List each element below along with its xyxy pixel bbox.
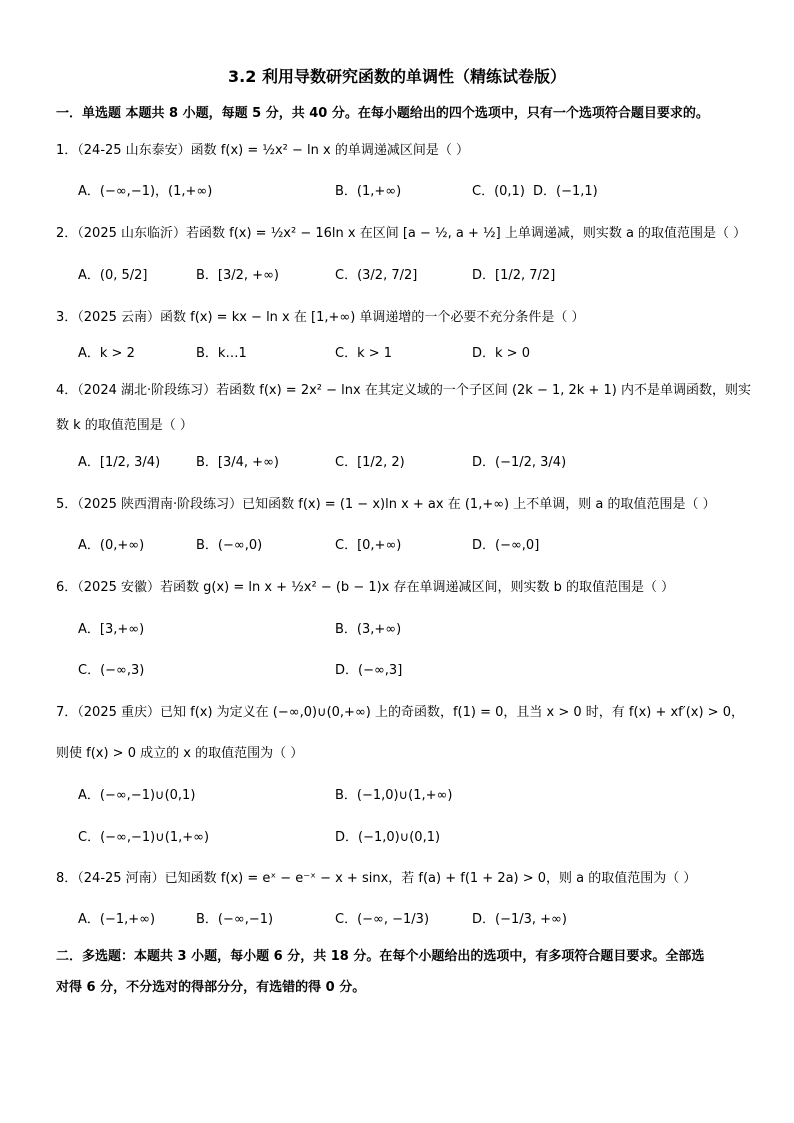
q4-option-c: C．[1/2, 2) <box>335 455 405 470</box>
q7-option-b: B．(−1,0)∪(1,+∞) <box>335 788 453 803</box>
question-4-stem-cont: 数 k 的取值范围是（ ） <box>56 418 193 433</box>
q4-option-b: B．[3/4, +∞) <box>196 455 279 470</box>
question-3-stem: 3．（2025 云南）函数 f(x) = kx − ln x 在 [1,+∞) 单调递增的一个必要不充分条件是（ ） <box>56 310 585 325</box>
q2-option-d: D．[1/2, 7/2] <box>472 268 556 283</box>
q1-option-b: B．(1,+∞) <box>335 184 402 199</box>
q3-option-d: D．k > 0 <box>472 346 530 361</box>
q8-option-b: B．(−∞,−1) <box>196 912 274 927</box>
section-2-heading-cont: 对得 6 分，不分选对的得部分分，有选错的得 0 分。 <box>56 980 366 995</box>
q8-option-a: A．(−1,+∞) <box>78 912 156 927</box>
question-4-stem: 4．（2024 湖北·阶段练习）若函数 f(x) = 2x² − lnx 在其定义域的一个子区间 (2k − 1, 2k + 1) 内不是单调函数，则实 <box>56 383 751 398</box>
q8-option-d: D．(−1/3, +∞) <box>472 912 567 927</box>
q2-option-b: B．[3/2, +∞) <box>196 268 279 283</box>
q3-option-b: B．k…1 <box>196 346 247 361</box>
q6-option-c: C．(−∞,3) <box>78 663 145 678</box>
q7-option-a: A．(−∞,−1)∪(0,1) <box>78 788 196 803</box>
q1-option-d: D．(−1,1) <box>533 184 598 199</box>
question-8-stem: 8．（24-25 河南）已知函数 f(x) = eˣ − e⁻ˣ − x + sinx，若 f(a) + f(1 + 2a) > 0，则 a 的取值范围为（ ） <box>56 871 697 886</box>
question-6-stem: 6．（2025 安徽）若函数 g(x) = ln x + ½x² − (b − 1)x 存在单调递减区间，则实数 b 的取值范围是（ ） <box>56 580 675 595</box>
section-1-heading: 一．单选题 本题共 8 小题，每题 5 分，共 40 分。在每小题给出的四个选项中，只有一个选项符合题目要求的。 <box>56 106 709 121</box>
q5-option-c: C．[0,+∞) <box>335 538 402 553</box>
q3-option-c: C．k > 1 <box>335 346 393 361</box>
q7-option-d: D．(−1,0)∪(0,1) <box>335 830 441 845</box>
q6-option-a: A．[3,+∞) <box>78 622 145 637</box>
q3-option-a: A．k > 2 <box>78 346 135 361</box>
q2-option-c: C．(3/2, 7/2] <box>335 268 418 283</box>
q5-option-a: A．(0,+∞) <box>78 538 145 553</box>
q6-option-b: B．(3,+∞) <box>335 622 402 637</box>
question-2-stem: 2．（2025 山东临沂）若函数 f(x) = ½x² − 16ln x 在区间 [a − ½, a + ½] 上单调递减，则实数 a 的取值范围是（ ） <box>56 226 747 241</box>
q8-option-c: C．(−∞, −1/3) <box>335 912 430 927</box>
question-1-stem: 1．（24-25 山东泰安）函数 f(x) = ½x² − ln x 的单调递减区间是（ ） <box>56 143 469 158</box>
q6-option-d: D．(−∞,3] <box>335 663 403 678</box>
q1-option-c: C．(0,1) <box>472 184 525 199</box>
question-5-stem: 5．（2025 陕西渭南·阶段练习）已知函数 f(x) = (1 − x)ln x + ax 在 (1,+∞) 上不单调，则 a 的取值范围是（ ） <box>56 497 716 512</box>
q2-option-a: A．(0, 5/2] <box>78 268 148 283</box>
q4-option-a: A．[1/2, 3/4) <box>78 455 161 470</box>
q4-option-d: D．(−1/2, 3/4) <box>472 455 567 470</box>
section-2-heading: 二．多选题：本题共 3 小题，每小题 6 分，共 18 分。在每个小题给出的选项中，有多项符合题目要求。全部选 <box>56 949 705 964</box>
question-7-stem-cont: 则使 f(x) > 0 成立的 x 的取值范围为（ ） <box>56 746 304 761</box>
q5-option-d: D．(−∞,0] <box>472 538 540 553</box>
q5-option-b: B．(−∞,0) <box>196 538 263 553</box>
q7-option-c: C．(−∞,−1)∪(1,+∞) <box>78 830 210 845</box>
q1-option-a: A．(−∞,−1)，(1,+∞) <box>78 184 213 199</box>
question-7-stem: 7．（2025 重庆）已知 f(x) 为定义在 (−∞,0)∪(0,+∞) 上的奇函数，f(1) = 0，且当 x > 0 时，有 f(x) + xf′(x) > 0， <box>56 705 744 720</box>
page-title: 3.2 利用导数研究函数的单调性（精练试卷版） <box>228 67 566 86</box>
